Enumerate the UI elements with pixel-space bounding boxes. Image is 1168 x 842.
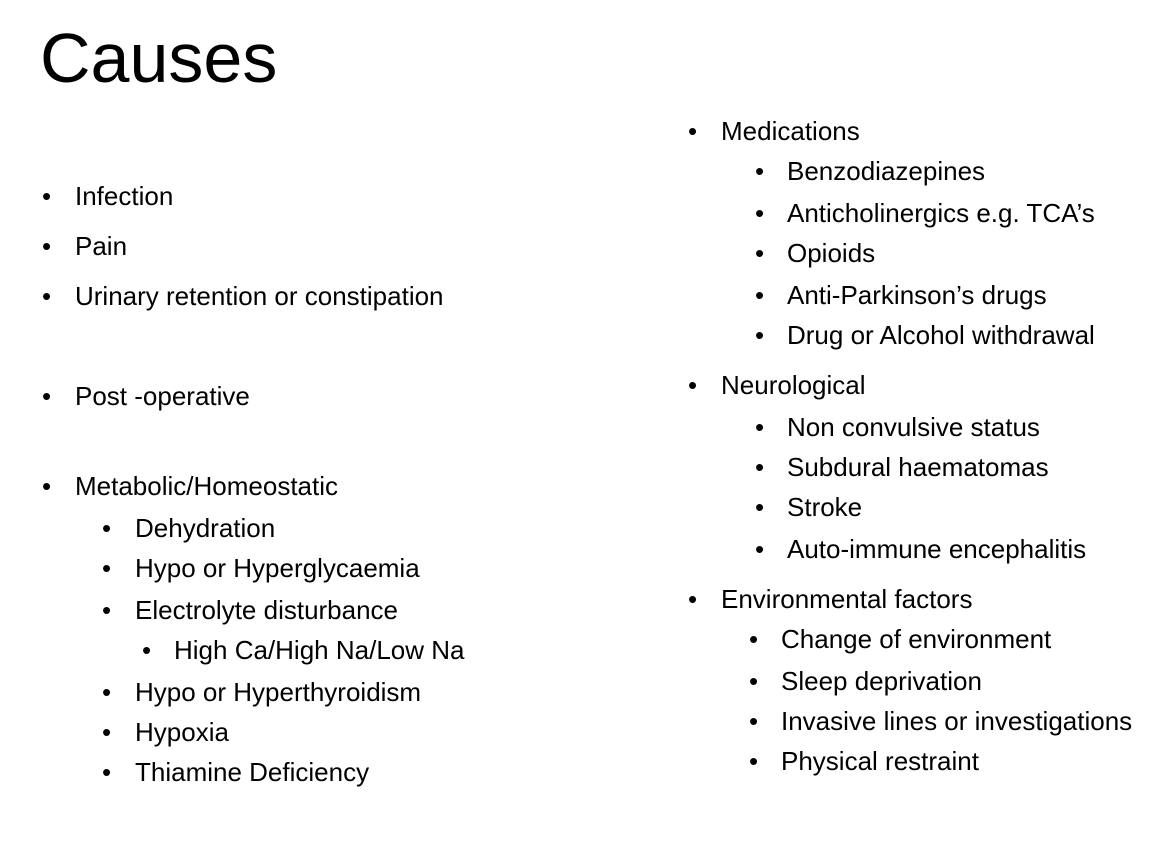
bullet-dot: • bbox=[688, 584, 698, 614]
bullet-dot: • bbox=[102, 595, 112, 625]
sub-sleep: Sleep deprivation bbox=[781, 666, 982, 696]
sub-invasive: Invasive lines or investigations bbox=[781, 706, 1133, 736]
bullet-dot: • bbox=[42, 471, 52, 501]
bullet-dot: • bbox=[42, 231, 52, 261]
bullet-dot: • bbox=[42, 181, 52, 211]
cause-pain: Pain bbox=[75, 231, 128, 261]
cause-post-operative: Post -operative bbox=[75, 381, 250, 411]
sub-thiamine: Thiamine Deficiency bbox=[135, 757, 370, 787]
sub-subdural: Subdural haematomas bbox=[787, 452, 1049, 482]
bullet-dot: • bbox=[102, 677, 112, 707]
cause-medications: Medications bbox=[721, 116, 860, 146]
cause-infection: Infection bbox=[75, 181, 174, 211]
bullet-dot: • bbox=[755, 280, 765, 310]
bullet-dot: • bbox=[688, 116, 698, 146]
bullet-dot: • bbox=[755, 198, 765, 228]
bullet-dot: • bbox=[755, 156, 765, 186]
sub-autoimmune: Auto-immune encephalitis bbox=[787, 534, 1087, 564]
sub-change-environment: Change of environment bbox=[781, 624, 1052, 654]
sub-electrolyte-detail: High Ca/High Na/Low Na bbox=[174, 635, 465, 665]
bullet-dot: • bbox=[755, 492, 765, 522]
bullet-dot: • bbox=[42, 281, 52, 311]
bullet-dot: • bbox=[42, 381, 52, 411]
bullet-dot: • bbox=[102, 717, 112, 747]
cause-metabolic: Metabolic/Homeostatic bbox=[75, 471, 338, 501]
sub-thyroid: Hypo or Hyperthyroidism bbox=[135, 677, 422, 707]
sub-restraint: Physical restraint bbox=[781, 746, 979, 776]
bullet-dot: • bbox=[749, 746, 759, 776]
bullet-dot: • bbox=[102, 513, 112, 543]
sub-glycaemia: Hypo or Hyperglycaemia bbox=[135, 553, 420, 583]
bullet-dot: • bbox=[755, 452, 765, 482]
cause-urinary: Urinary retention or constipation bbox=[75, 281, 444, 311]
sub-electrolyte: Electrolyte disturbance bbox=[135, 595, 399, 625]
sub-withdrawal: Drug or Alcohol withdrawal bbox=[787, 320, 1095, 350]
sub-hypoxia: Hypoxia bbox=[135, 717, 229, 747]
sub-opioids: Opioids bbox=[787, 238, 876, 268]
bullet-dot: • bbox=[102, 553, 112, 583]
sub-stroke: Stroke bbox=[787, 492, 863, 522]
bullet-dot: • bbox=[749, 706, 759, 736]
bullet-dot: • bbox=[102, 757, 112, 787]
bullet-dot: • bbox=[142, 635, 152, 665]
sub-non-convulsive: Non convulsive status bbox=[787, 412, 1040, 442]
sub-anti-parkinsons: Anti-Parkinson’s drugs bbox=[787, 280, 1047, 310]
bullet-dot: • bbox=[755, 238, 765, 268]
bullet-dot: • bbox=[755, 320, 765, 350]
sub-benzodiazepines: Benzodiazepines bbox=[787, 156, 986, 186]
bullet-dot: • bbox=[749, 666, 759, 696]
bullet-dot: • bbox=[688, 370, 698, 400]
slide-title: Causes bbox=[40, 19, 278, 97]
bullet-dot: • bbox=[755, 412, 765, 442]
sub-anticholinergics: Anticholinergics e.g. TCA’s bbox=[787, 198, 1095, 228]
sub-dehydration: Dehydration bbox=[135, 513, 276, 543]
bullet-dot: • bbox=[755, 534, 765, 564]
bullet-dot: • bbox=[749, 624, 759, 654]
cause-neurological: Neurological bbox=[721, 370, 866, 400]
cause-environmental: Environmental factors bbox=[721, 584, 973, 614]
